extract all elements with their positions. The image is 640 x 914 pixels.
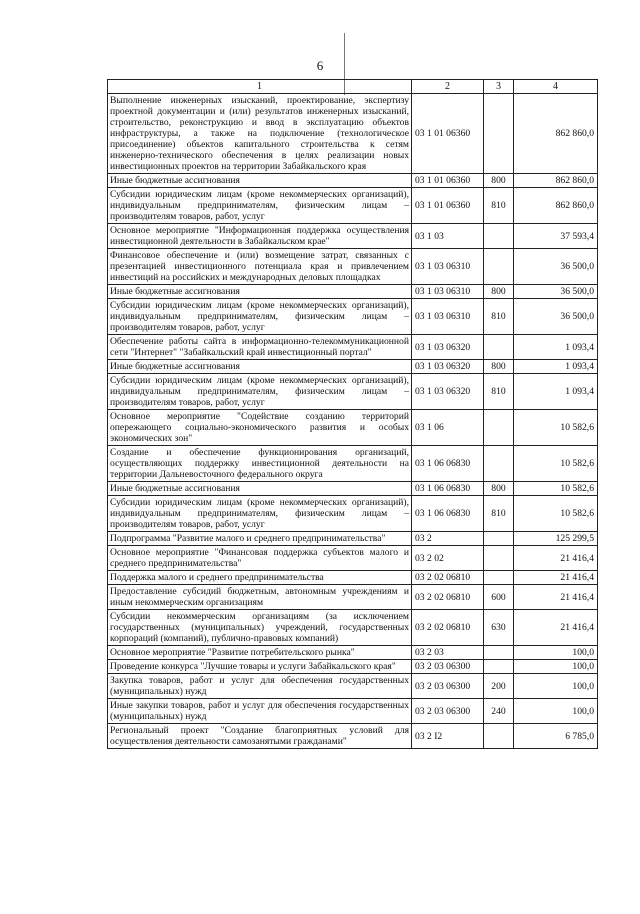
row-amount-cell: 125 299,5 bbox=[514, 532, 598, 546]
row-code-cell: 03 2 I2 bbox=[412, 724, 484, 749]
row-amount-cell: 21 416,4 bbox=[514, 571, 598, 585]
row-code-cell: 03 2 02 bbox=[412, 546, 484, 571]
budget-table bbox=[107, 79, 598, 749]
row-expense-type-cell: 810 bbox=[484, 374, 514, 410]
row-code-cell: 03 2 03 bbox=[412, 646, 484, 660]
row-expense-type-cell: 630 bbox=[484, 610, 514, 646]
table-row bbox=[108, 174, 598, 188]
table-row bbox=[108, 646, 598, 660]
row-amount-cell: 37 593,4 bbox=[514, 224, 598, 249]
row-name-cell: Поддержка малого и среднего предпринимательства bbox=[108, 571, 412, 585]
table-row bbox=[108, 496, 598, 532]
row-name-cell: Иные закупки товаров, работ и услуг для обеспечения государственных (муниципальных) нужд bbox=[108, 699, 412, 724]
row-name-cell: Выполнение инженерных изысканий, проектирование, экспертизу проектной документации и (или) результатов инженерных изысканий, строительство, реконструкцию и ввод в эксплуатацию объектов инфраструктуры, а также на подключение (технологическое присоединение) объектов капитального строительства к сетям инженерно-технического обеспечения в целях реализации новых инвестиционных проектов на территории Забайкальского края bbox=[108, 94, 412, 174]
row-name-cell: Основное мероприятие "Содействие созданию территорий опережающего социально-экономического развития и особых экономических зон" bbox=[108, 410, 412, 446]
column-header-3: 3 bbox=[484, 80, 514, 94]
row-expense-type-cell bbox=[484, 410, 514, 446]
table-row bbox=[108, 299, 598, 335]
row-amount-cell: 36 500,0 bbox=[514, 285, 598, 299]
table-row bbox=[108, 571, 598, 585]
row-amount-cell: 36 500,0 bbox=[514, 299, 598, 335]
row-code-cell: 03 2 03 06300 bbox=[412, 674, 484, 699]
row-expense-type-cell: 600 bbox=[484, 585, 514, 610]
table-row bbox=[108, 224, 598, 249]
row-amount-cell: 10 582,6 bbox=[514, 446, 598, 482]
row-code-cell: 03 1 03 06320 bbox=[412, 360, 484, 374]
row-code-cell: 03 2 02 06810 bbox=[412, 571, 484, 585]
table-row bbox=[108, 249, 598, 285]
row-name-cell: Субсидии юридическим лицам (кроме некоммерческих организаций), индивидуальным предпринимателям, физическим лицам – производителям товаров, работ, услуг bbox=[108, 188, 412, 224]
row-name-cell: Иные бюджетные ассигнования bbox=[108, 174, 412, 188]
table-row bbox=[108, 660, 598, 674]
row-expense-type-cell: 810 bbox=[484, 188, 514, 224]
table-header-row bbox=[108, 80, 598, 94]
row-name-cell: Иные бюджетные ассигнования bbox=[108, 285, 412, 299]
row-code-cell: 03 2 02 06810 bbox=[412, 610, 484, 646]
row-code-cell: 03 1 06 06830 bbox=[412, 496, 484, 532]
row-amount-cell: 100,0 bbox=[514, 674, 598, 699]
table-row bbox=[108, 374, 598, 410]
table-row bbox=[108, 546, 598, 571]
row-expense-type-cell: 800 bbox=[484, 174, 514, 188]
page-number: 6 bbox=[316, 58, 324, 73]
row-amount-cell: 100,0 bbox=[514, 699, 598, 724]
table-row bbox=[108, 585, 598, 610]
table-row bbox=[108, 446, 598, 482]
row-expense-type-cell bbox=[484, 571, 514, 585]
row-expense-type-cell bbox=[484, 724, 514, 749]
row-expense-type-cell bbox=[484, 335, 514, 360]
row-amount-cell: 10 582,6 bbox=[514, 496, 598, 532]
row-amount-cell: 6 785,0 bbox=[514, 724, 598, 749]
row-expense-type-cell: 800 bbox=[484, 285, 514, 299]
row-name-cell: Субсидии юридическим лицам (кроме некоммерческих организаций), индивидуальным предпринимателям, физическим лицам – производителям товаров, работ, услуг bbox=[108, 496, 412, 532]
table-row bbox=[108, 532, 598, 546]
row-name-cell: Закупка товаров, работ и услуг для обеспечения государственных (муниципальных) нужд bbox=[108, 674, 412, 699]
row-expense-type-cell bbox=[484, 446, 514, 482]
table-row bbox=[108, 94, 598, 174]
row-expense-type-cell bbox=[484, 532, 514, 546]
table-row bbox=[108, 335, 598, 360]
row-name-cell: Субсидии некоммерческим организациям (за исключением государственных (муниципальных) учреждений, государственных корпораций (компаний), публично-правовых компаний) bbox=[108, 610, 412, 646]
row-code-cell: 03 1 03 06320 bbox=[412, 374, 484, 410]
row-expense-type-cell: 240 bbox=[484, 699, 514, 724]
row-code-cell: 03 1 06 06830 bbox=[412, 482, 484, 496]
row-code-cell: 03 2 bbox=[412, 532, 484, 546]
table-row bbox=[108, 410, 598, 446]
table-row bbox=[108, 482, 598, 496]
row-name-cell: Региональный проект "Создание благоприятных условий для осуществления деятельности самозанятыми гражданами" bbox=[108, 724, 412, 749]
row-name-cell: Создание и обеспечение функционирования организаций, осуществляющих поддержку инвестиционной деятельности на территории Дальневосточного федерального округа bbox=[108, 446, 412, 482]
row-amount-cell: 1 093,4 bbox=[514, 360, 598, 374]
row-code-cell: 03 1 03 06310 bbox=[412, 299, 484, 335]
row-expense-type-cell bbox=[484, 546, 514, 571]
row-name-cell: Основное мероприятие "Финансовая поддержка субъектов малого и среднего предпринимательства" bbox=[108, 546, 412, 571]
row-expense-type-cell: 810 bbox=[484, 299, 514, 335]
table-body bbox=[108, 94, 598, 749]
row-code-cell: 03 1 06 06830 bbox=[412, 446, 484, 482]
row-expense-type-cell: 810 bbox=[484, 496, 514, 532]
table-row bbox=[108, 188, 598, 224]
budget-table-container bbox=[107, 79, 597, 749]
row-name-cell: Субсидии юридическим лицам (кроме некоммерческих организаций), индивидуальным предпринимателям, физическим лицам – производителям товаров, работ, услуг bbox=[108, 374, 412, 410]
row-amount-cell: 862 860,0 bbox=[514, 174, 598, 188]
row-name-cell: Субсидии юридическим лицам (кроме некоммерческих организаций), индивидуальным предпринимателям, физическим лицам – производителям товаров, работ, услуг bbox=[108, 299, 412, 335]
row-code-cell: 03 1 03 06310 bbox=[412, 249, 484, 285]
row-code-cell: 03 1 03 06320 bbox=[412, 335, 484, 360]
row-name-cell: Обеспечение работы сайта в информационно-телекоммуникационной сети "Интернет" "Забайкальский край инвестиционный портал" bbox=[108, 335, 412, 360]
row-name-cell: Предоставление субсидий бюджетным, автономным учреждениям и иным некоммерческим организациям bbox=[108, 585, 412, 610]
row-name-cell: Основное мероприятие "Информационная поддержка осуществления инвестиционной деятельности в Забайкальском крае" bbox=[108, 224, 412, 249]
row-amount-cell: 21 416,4 bbox=[514, 610, 598, 646]
row-code-cell: 03 1 01 06360 bbox=[412, 94, 484, 174]
row-expense-type-cell bbox=[484, 249, 514, 285]
row-expense-type-cell: 800 bbox=[484, 360, 514, 374]
table-row bbox=[108, 674, 598, 699]
table-row bbox=[108, 360, 598, 374]
column-header-1: 1 bbox=[108, 80, 412, 94]
row-amount-cell: 10 582,6 bbox=[514, 482, 598, 496]
column-header-2: 2 bbox=[412, 80, 484, 94]
row-name-cell: Иные бюджетные ассигнования bbox=[108, 482, 412, 496]
table-row bbox=[108, 699, 598, 724]
row-code-cell: 03 2 02 06810 bbox=[412, 585, 484, 610]
row-code-cell: 03 1 06 bbox=[412, 410, 484, 446]
row-expense-type-cell bbox=[484, 94, 514, 174]
row-amount-cell: 862 860,0 bbox=[514, 94, 598, 174]
row-amount-cell: 21 416,4 bbox=[514, 585, 598, 610]
table-row bbox=[108, 610, 598, 646]
row-expense-type-cell: 800 bbox=[484, 482, 514, 496]
table-row bbox=[108, 724, 598, 749]
row-expense-type-cell bbox=[484, 224, 514, 249]
row-amount-cell: 100,0 bbox=[514, 646, 598, 660]
row-amount-cell: 100,0 bbox=[514, 660, 598, 674]
row-code-cell: 03 1 01 06360 bbox=[412, 188, 484, 224]
row-amount-cell: 862 860,0 bbox=[514, 188, 598, 224]
column-header-4: 4 bbox=[514, 80, 598, 94]
row-name-cell: Основное мероприятие "Развитие потребительского рынка" bbox=[108, 646, 412, 660]
row-amount-cell: 21 416,4 bbox=[514, 546, 598, 571]
row-code-cell: 03 1 03 bbox=[412, 224, 484, 249]
row-name-cell: Подпрограмма "Развитие малого и среднего предпринимательства" bbox=[108, 532, 412, 546]
row-name-cell: Проведение конкурса "Лучшие товары и услуги Забайкальского края" bbox=[108, 660, 412, 674]
table-row bbox=[108, 285, 598, 299]
row-code-cell: 03 1 03 06310 bbox=[412, 285, 484, 299]
row-expense-type-cell bbox=[484, 660, 514, 674]
row-amount-cell: 36 500,0 bbox=[514, 249, 598, 285]
row-amount-cell: 1 093,4 bbox=[514, 335, 598, 360]
row-name-cell: Финансовое обеспечение и (или) возмещение затрат, связанных с презентацией инвестиционного потенциала края и привлечением инвестиций на российских и международных деловых площадках bbox=[108, 249, 412, 285]
row-amount-cell: 1 093,4 bbox=[514, 374, 598, 410]
row-code-cell: 03 2 03 06300 bbox=[412, 660, 484, 674]
row-code-cell: 03 2 03 06300 bbox=[412, 699, 484, 724]
row-name-cell: Иные бюджетные ассигнования bbox=[108, 360, 412, 374]
row-amount-cell: 10 582,6 bbox=[514, 410, 598, 446]
row-code-cell: 03 1 01 06360 bbox=[412, 174, 484, 188]
row-expense-type-cell bbox=[484, 646, 514, 660]
row-expense-type-cell: 200 bbox=[484, 674, 514, 699]
